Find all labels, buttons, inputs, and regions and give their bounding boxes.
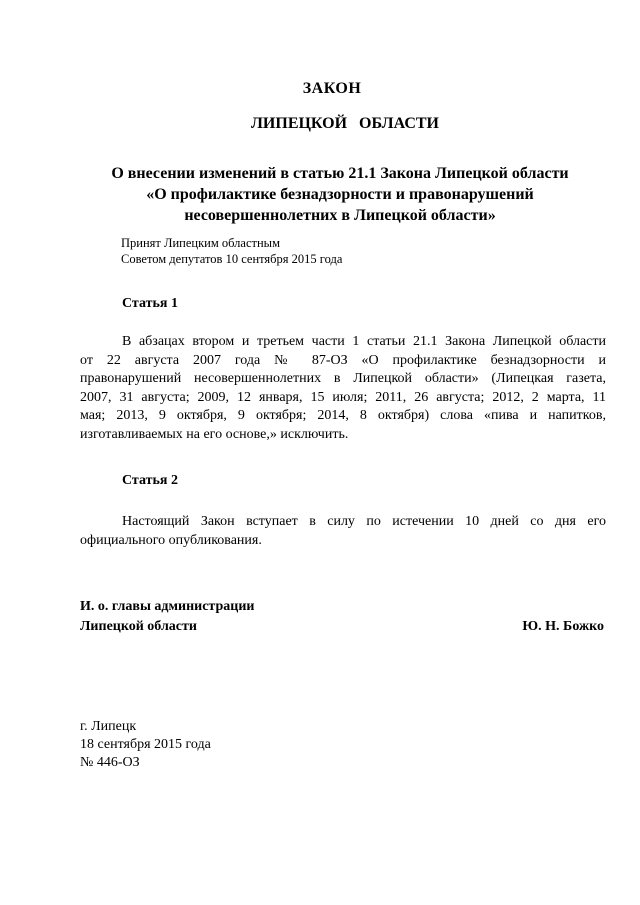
subject-line: несовершеннолетних в Липецкой области» — [184, 207, 496, 224]
adoption-line: Советом депутатов 10 сентября 2015 года — [121, 252, 343, 266]
subject-line: «О профилактике безнадзорности и правонарушений — [146, 186, 534, 203]
adoption-line: Принят Липецким областным — [121, 236, 280, 250]
adoption-note — [121, 235, 342, 267]
article-1-text — [80, 333, 606, 445]
signer-position-line: Липецкой области — [80, 619, 197, 634]
law-subject — [60, 163, 620, 226]
article-1-line: В абзацах втором и третьем части 1 статьи 21.1 Закона Липецкой области — [122, 334, 606, 349]
article-2-line: Настоящий Закон вступает в силу по истечении 10 дней со дня его — [122, 514, 606, 529]
article-2-text — [80, 513, 606, 550]
law-region: ЛИПЕЦКОЙ ОБЛАСТИ — [251, 115, 439, 132]
law-title: ЗАКОН — [302, 80, 362, 97]
footer-date: 18 сентября 2015 года — [80, 737, 211, 752]
subject-line: О внесении изменений в статью 21.1 Закона Липецкой области — [111, 165, 569, 182]
article-1-line: правонарушений несовершеннолетних в Липецкой области» (Липецкая газета, — [80, 371, 606, 387]
footer-city: г. Липецк — [80, 719, 137, 734]
article-1-line: от 22 августа 2007 года № 87-ОЗ «О профилактике безнадзорности и — [80, 352, 606, 368]
article-1-heading: Статья 1 — [122, 296, 178, 311]
article-1-line: мая; 2013, 9 октября, 9 октября; 2014, 8 октября) слова «пива и напитков, — [80, 408, 606, 424]
document-footer — [80, 718, 211, 772]
article-2-heading: Статья 2 — [122, 473, 178, 488]
article-1-line: 2007, 31 августа; 2009, 12 января, 15 июля; 2011, 26 августа; 2012, 2 марта, 11 — [80, 389, 606, 405]
article-1-line: изготавливаемых на его основе,» исключить. — [80, 426, 349, 442]
signer-position-line: И. о. главы администрации — [80, 599, 255, 614]
signer-position — [80, 597, 254, 637]
footer-number: № 446-ОЗ — [80, 755, 140, 770]
signer-name: Ю. Н. Божко — [522, 619, 604, 634]
article-2-line: официального опубликования. — [80, 532, 262, 548]
